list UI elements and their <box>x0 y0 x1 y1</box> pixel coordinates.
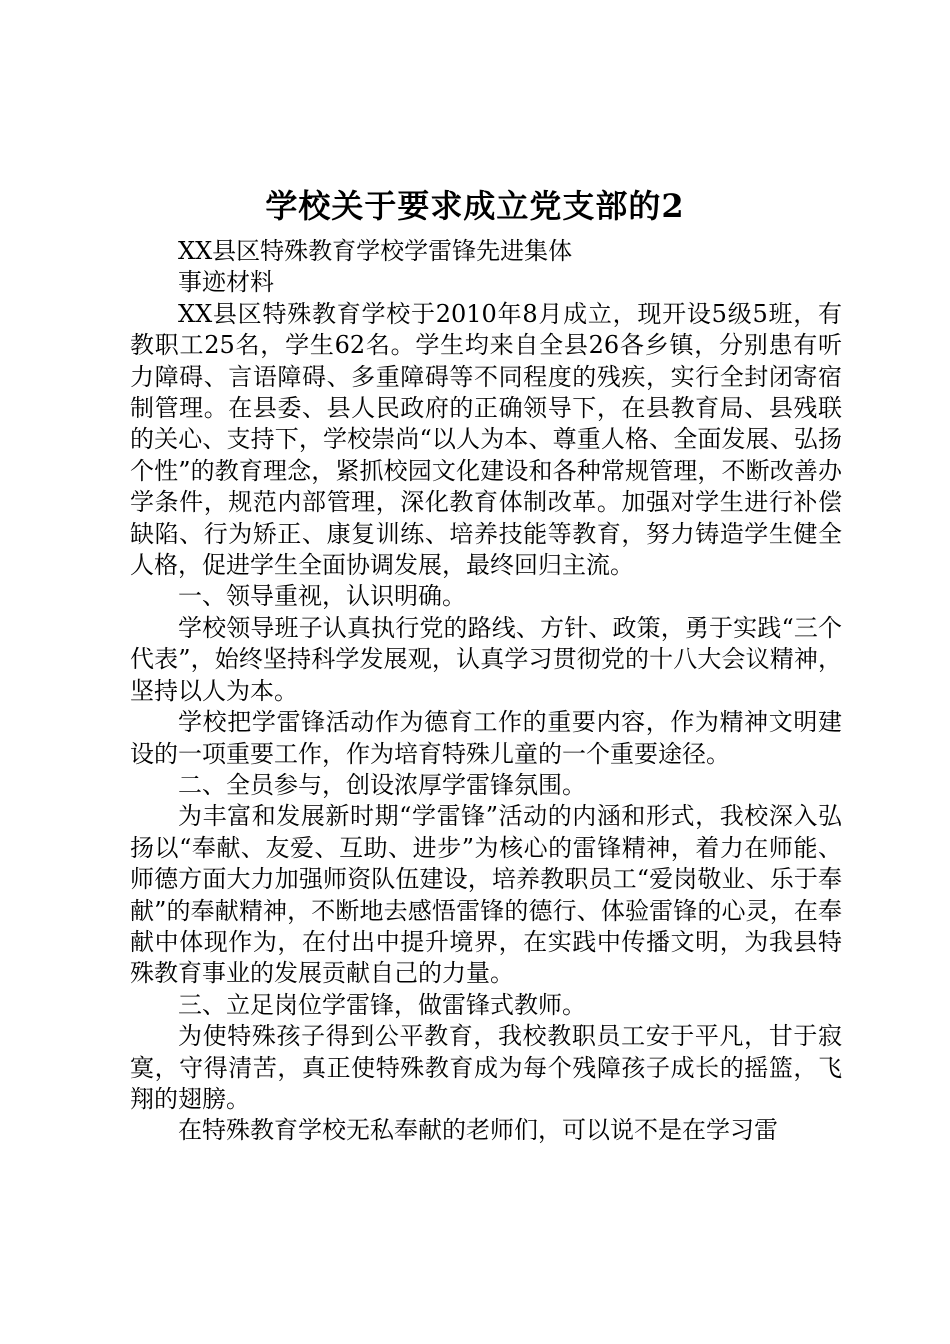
section-heading: 三、立足岗位学雷锋，做雷锋式教师。 <box>178 990 586 1019</box>
document-title: 学校关于要求成立党支部的2 <box>265 187 685 225</box>
paragraph: 学校把学雷锋活动作为德育工作的重要内容，作为精神文明建设的一项重要工作，作为培育特殊儿童的一个重要途径。 <box>130 708 842 768</box>
paragraph: 事迹材料 <box>178 268 274 297</box>
paragraph: 为使特殊孩子得到公平教育，我校教职员工安于平凡，甘于寂寞，守得清苦，真正使特殊教育成为每个残障孩子成长的摇篮，飞翔的翅膀。 <box>130 1022 842 1113</box>
section-heading: 二、全员参与，创设浓厚学雷锋氛围。 <box>178 770 586 799</box>
section-heading: 一、领导重视，认识明确。 <box>178 582 466 611</box>
paragraph: XX县区特殊教育学校于2010年8月成立，现开设5级5班，有教职工25名，学生62名。学生均来自全县26各乡镇，分别患有听力障碍、言语障碍、多重障碍等不同程度的残疾，实行全封闭寄宿制管理。在县委、县人民政府的正确领导下，在县教育局、县残联的关心、支持下，学校崇尚“以人为本、尊重人格、全面发展、弘扬个性”的教育理念，紧抓校园文化建设和各种常规管理，不断改善办学条件，规范内部管理，深化教育体制改革。加强对学生进行补偿缺陷、行为矫正、康复训练、培养技能等教育，努力铸造学生健全人格，促进学生全面协调发展，最终回归主流。 <box>130 299 842 580</box>
document-body <box>130 236 842 1147</box>
paragraph: XX县区特殊教育学校学雷锋先进集体 <box>178 237 573 265</box>
paragraph: 学校领导班子认真执行党的路线、方针、政策，勇于实践“三个代表”，始终坚持科学发展观，认真学习贯彻党的十八大会议精神，坚持以人为本。 <box>130 613 842 705</box>
paragraph: 在特殊教育学校无私奉献的老师们，可以说不是在学习雷 <box>178 1116 778 1145</box>
paragraph: 为丰富和发展新时期“学雷锋”活动的内涵和形式，我校深入弘扬以“奉献、友爱、互助、进步”为核心的雷锋精神，着力在师能、师德方面大力加强师资队伍建设，培养教职员工“爱岗敬业、乐于奉献”的奉献精神，不断地去感悟雷锋的德行、体验雷锋的心灵，在奉献中体现作为，在付出中提升境界，在实践中传播文明，为我县特殊教育事业的发展贡献自己的力量。 <box>130 802 842 988</box>
